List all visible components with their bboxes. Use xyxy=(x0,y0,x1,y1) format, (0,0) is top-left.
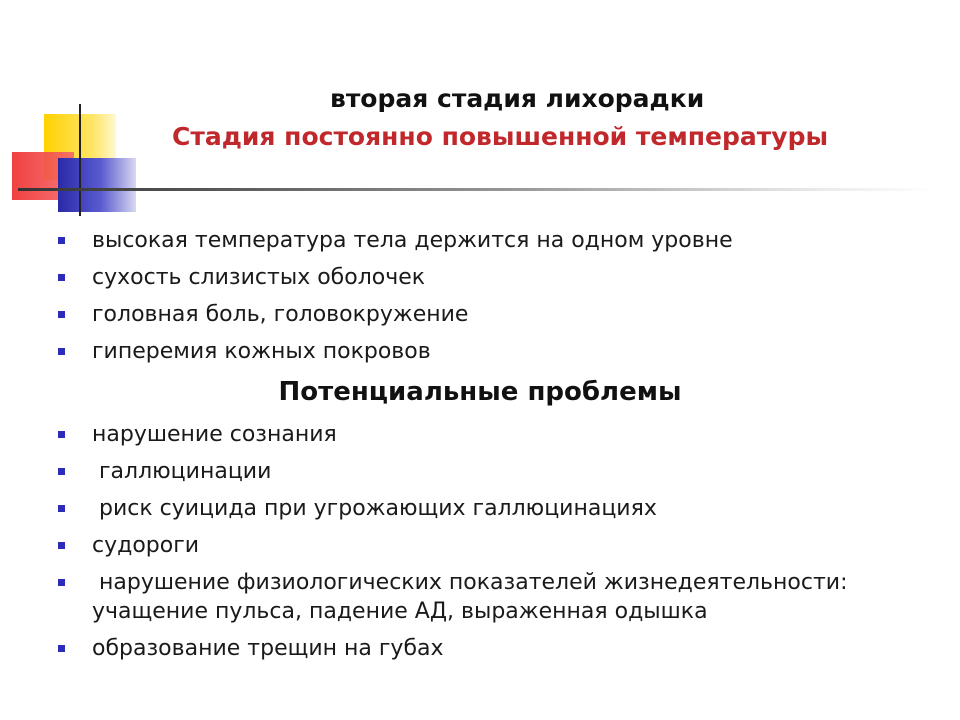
list-item-text: нарушение сознания xyxy=(92,422,337,447)
decor-vertical-line xyxy=(79,104,81,216)
bullet-square-icon xyxy=(58,505,65,512)
list-item xyxy=(56,300,733,329)
list-item-text: головная боль, головокружение xyxy=(92,302,469,327)
slide-title: вторая стадия лихорадки xyxy=(330,84,705,113)
list-item xyxy=(56,226,733,255)
slide-subtitle: Стадия постоянно повышенной температуры xyxy=(172,122,829,151)
bullet-square-icon xyxy=(58,468,65,475)
list-item-text: гиперемия кожных покровов xyxy=(92,339,431,364)
problems-list xyxy=(56,420,942,671)
bullet-square-icon xyxy=(58,431,65,438)
bullet-square-icon xyxy=(58,645,65,652)
bullet-square-icon xyxy=(58,542,65,549)
list-item xyxy=(56,531,942,560)
list-item-text: высокая температура тела держится на одном уровне xyxy=(92,228,733,253)
bullet-square-icon xyxy=(58,579,65,586)
list-item xyxy=(56,420,942,449)
list-item-text: нарушение физиологических показателей жизнедеятельности: учащение пульса, падение АД, выраженная одышка xyxy=(92,570,855,624)
list-item xyxy=(56,457,942,486)
list-item-text: риск суицида при угрожающих галлюцинациях xyxy=(92,496,657,521)
bullet-square-icon xyxy=(58,311,65,318)
list-item-text: судороги xyxy=(92,533,200,558)
bullet-square-icon xyxy=(58,237,65,244)
list-item xyxy=(56,263,733,292)
symptoms-list xyxy=(56,226,733,374)
list-item xyxy=(56,337,733,366)
list-item xyxy=(56,634,942,663)
list-item xyxy=(56,568,942,626)
list-item-text: галлюцинации xyxy=(92,459,272,484)
title-divider xyxy=(18,188,938,191)
problems-heading: Потенциальные проблемы xyxy=(278,377,682,407)
list-item xyxy=(56,494,942,523)
bullet-square-icon xyxy=(58,348,65,355)
bullet-square-icon xyxy=(58,274,65,281)
list-item-text: сухость слизистых оболочек xyxy=(92,265,426,290)
list-item-text: образование трещин на губах xyxy=(92,636,444,661)
decor-blue-square xyxy=(58,158,136,212)
